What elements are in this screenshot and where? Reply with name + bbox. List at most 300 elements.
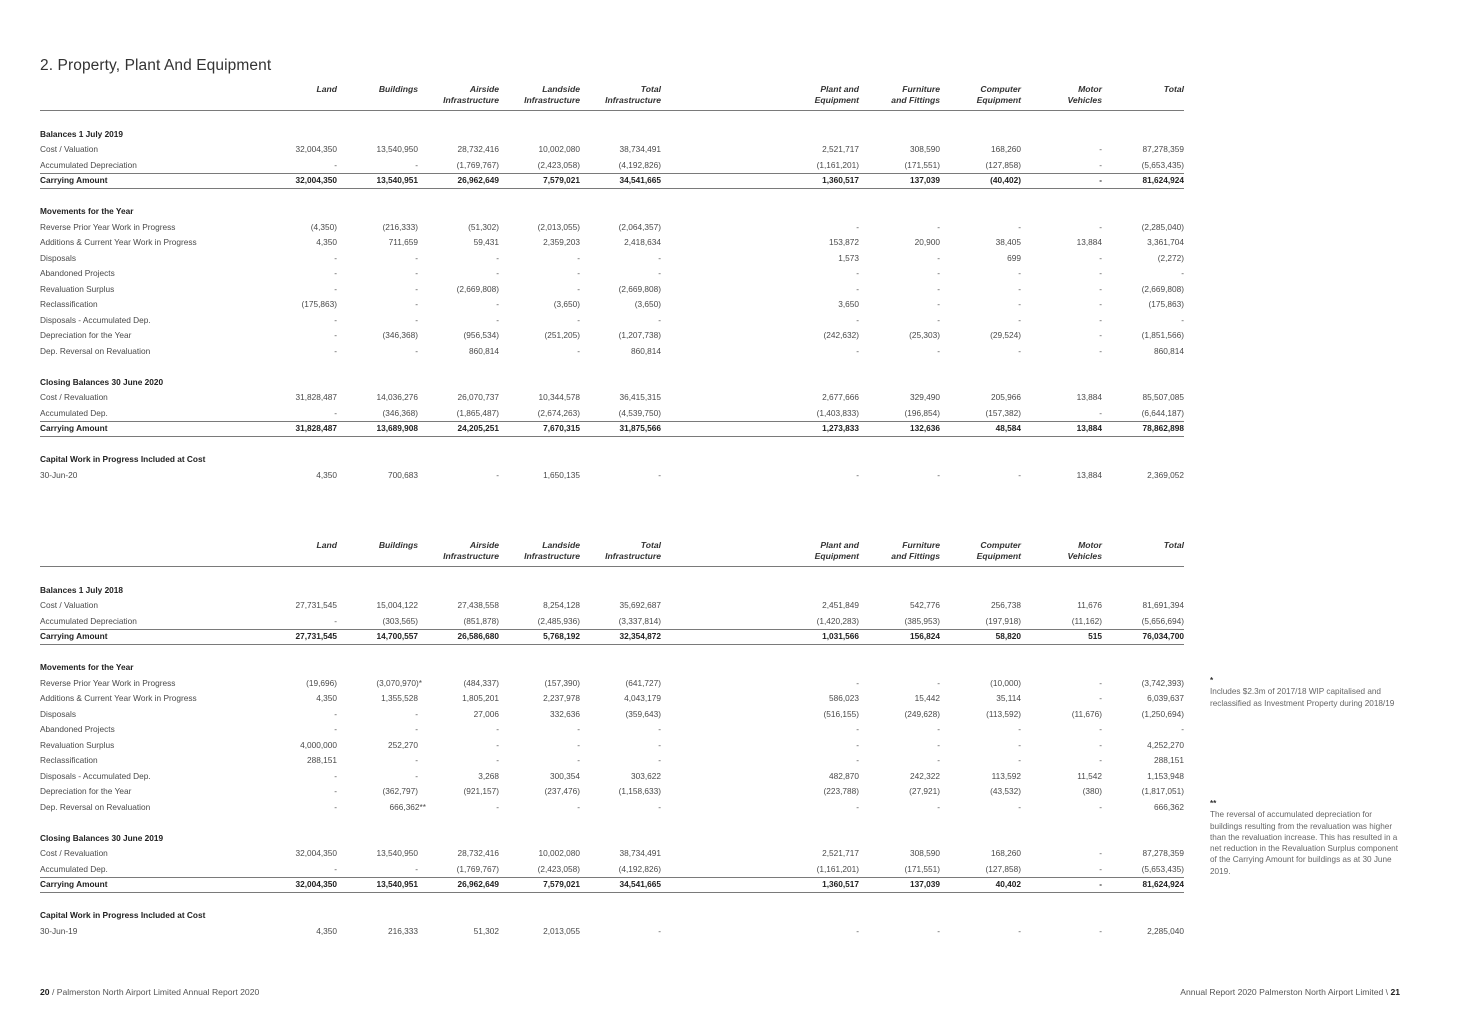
table-row	[40, 598, 1184, 614]
cell-value: -	[334, 159, 337, 170]
cell-value: (303,565)	[382, 615, 418, 626]
cell-value: (29,524)	[990, 330, 1021, 340]
cell-value: 14,700,557	[376, 631, 418, 641]
cell-value: (3,650)	[553, 299, 580, 309]
column-header	[409, 540, 499, 562]
cell-value: 26,070,737	[457, 392, 499, 402]
footnote-text: Includes $2.3m of 2017/18 WIP capitalised and reclassified as Investment Property during 2018/19	[1210, 687, 1395, 708]
cell-value: 156,824	[910, 631, 940, 641]
column-header-line: and Fittings	[891, 95, 940, 105]
cell-value: -	[415, 345, 418, 356]
table-row	[40, 800, 1184, 816]
cell-value: (175,863)	[1148, 299, 1184, 309]
cell-value: 4,000,000	[300, 739, 337, 750]
cell-value: -	[496, 739, 499, 750]
cell-value: (40,402)	[990, 175, 1021, 185]
cell-value: 13,540,951	[376, 879, 418, 889]
carrying-amount-row	[40, 877, 1184, 893]
row-label: Revaluation Surplus	[40, 739, 115, 750]
column-header-row	[40, 84, 1184, 111]
cell-value: -	[856, 755, 859, 765]
cell-value: 11,676	[1077, 600, 1102, 610]
cell-value: 85,507,085	[1142, 392, 1184, 402]
cell-value: -	[1099, 221, 1102, 232]
cell-value: -	[1099, 268, 1102, 278]
cell-value: 13,540,950	[376, 144, 418, 154]
cell-value: -	[856, 221, 859, 232]
cell-value: -	[415, 268, 418, 278]
cell-value: (171,551)	[904, 159, 940, 170]
row-label: Carrying Amount	[40, 879, 108, 889]
cell-value: (2,013,055)	[537, 221, 580, 232]
cell-value: 2,418,634	[624, 237, 661, 247]
cell-value: 31,828,487	[295, 423, 337, 433]
row-label: Additions & Current Year Work in Progress	[40, 237, 197, 247]
table-row	[40, 691, 1184, 707]
cell-value: (127,858)	[985, 159, 1021, 170]
column-header-line: Total	[640, 84, 661, 94]
cell-value: 32,004,350	[295, 175, 337, 185]
cell-value: (516,155)	[823, 708, 859, 719]
cell-value: 4,043,179	[624, 693, 661, 703]
cell-value: -	[496, 314, 499, 325]
cell-value: -	[1099, 159, 1102, 170]
cell-value: 48,584	[995, 423, 1021, 433]
cell-value: 27,006	[473, 708, 499, 719]
cell-value: -	[856, 345, 859, 356]
cell-value: -	[334, 786, 337, 796]
section-heading	[40, 204, 1184, 220]
cell-value: 586,023	[829, 693, 859, 703]
column-header-line: Land	[316, 540, 337, 550]
cell-value: 13,884	[1076, 469, 1102, 480]
cell-value: 13,689,908	[376, 423, 418, 433]
cell-value: -	[577, 739, 580, 750]
cell-value: -	[334, 345, 337, 356]
cell-value: 482,870	[829, 770, 859, 781]
cell-value: (11,162)	[1071, 615, 1102, 626]
column-header	[769, 540, 859, 562]
column-header-line: and Fittings	[891, 551, 940, 561]
cell-value: 205,966	[991, 392, 1021, 402]
cell-value: 2,237,978	[543, 693, 580, 703]
cell-value: -	[334, 724, 337, 734]
column-header-line: Infrastructure	[443, 95, 499, 105]
column-header	[328, 540, 418, 551]
cell-value: -	[937, 739, 940, 750]
column-header-line: Infrastructure	[443, 551, 499, 561]
cell-value: -	[334, 615, 337, 626]
row-label: Dep. Reversal on Revaluation	[40, 801, 151, 812]
column-header	[571, 84, 661, 106]
column-header	[571, 540, 661, 562]
cell-value: 32,004,350	[295, 144, 337, 154]
cell-value: (19,696)	[306, 677, 337, 688]
cell-value: (2,423,058)	[537, 159, 580, 170]
cell-value: 288,151	[307, 755, 337, 765]
cell-value: 542,776	[910, 600, 940, 610]
cell-value: 81,624,924	[1142, 175, 1184, 185]
cell-value: (251,205)	[544, 330, 580, 340]
cell-value: (249,628)	[904, 708, 940, 719]
cell-value: 666,362**	[389, 801, 426, 812]
section-spacer	[40, 893, 1184, 909]
cell-value: -	[1099, 755, 1102, 765]
cell-value: (196,854)	[904, 407, 940, 418]
cell-value: -	[1018, 755, 1021, 765]
cell-value: (2,272)	[1157, 252, 1184, 263]
cell-value: -	[937, 283, 940, 294]
row-label: Carrying Amount	[40, 631, 108, 641]
cell-value: 27,438,558	[457, 600, 499, 610]
column-header-line: Equipment	[976, 551, 1021, 561]
cell-value: 303,622	[631, 770, 661, 781]
cell-value: -	[1099, 879, 1102, 889]
row-label: Abandoned Projects	[40, 724, 115, 734]
column-header	[931, 540, 1021, 562]
cell-value: 4,350	[316, 925, 337, 936]
cell-value: -	[1099, 345, 1102, 356]
cell-value: (2,485,936)	[537, 615, 580, 626]
cell-value: 13,540,951	[376, 175, 418, 185]
cell-value: -	[577, 755, 580, 765]
cell-value: (3,650)	[634, 299, 661, 309]
cell-value: -	[577, 283, 580, 294]
cell-value: -	[1181, 724, 1184, 734]
column-header-line: Furniture	[902, 84, 940, 94]
table-row	[40, 784, 1184, 800]
section-heading	[40, 127, 1184, 143]
cell-value: 137,039	[910, 879, 940, 889]
cell-value: -	[1018, 283, 1021, 294]
cell-value: 81,624,924	[1142, 879, 1184, 889]
cell-value: 87,278,359	[1142, 848, 1184, 858]
column-header	[490, 540, 580, 562]
section-heading-label: Balances 1 July 2019	[40, 128, 124, 139]
column-header-line: Infrastructure	[605, 95, 661, 105]
cell-value: 711,659	[388, 237, 418, 247]
table-row	[40, 924, 1184, 940]
cell-value: 4,252,270	[1147, 739, 1184, 750]
column-header	[931, 84, 1021, 106]
cell-value: -	[1099, 693, 1102, 703]
cell-value: -	[658, 268, 661, 278]
cell-value: -	[1018, 268, 1021, 278]
cell-value: (1,865,487)	[456, 407, 499, 418]
cell-value: 51,302	[473, 925, 499, 936]
carrying-amount-row	[40, 173, 1184, 189]
section-spacer	[40, 437, 1184, 453]
row-label: Additions & Current Year Work in Progress	[40, 693, 197, 703]
table-row	[40, 297, 1184, 313]
cell-value: 58,820	[995, 631, 1021, 641]
cell-value: 860,814	[631, 345, 661, 356]
column-header-line: Total	[1163, 540, 1184, 550]
cell-value: -	[577, 314, 580, 325]
table-row	[40, 769, 1184, 785]
cell-value: -	[415, 159, 418, 170]
footer-separator: \	[1385, 987, 1389, 997]
cell-value: 153,872	[829, 237, 859, 247]
row-label: Reverse Prior Year Work in Progress	[40, 677, 176, 688]
page-number-right: 21	[1390, 987, 1400, 997]
section-heading-label: Balances 1 July 2018	[40, 584, 124, 595]
table-row	[40, 722, 1184, 738]
cell-value: -	[496, 755, 499, 765]
table-row	[40, 738, 1184, 754]
cell-value: 2,521,717	[822, 848, 859, 858]
cell-value: (641,727)	[625, 677, 661, 688]
cell-value: (171,551)	[904, 863, 940, 874]
cell-value: 20,900	[914, 237, 940, 247]
cell-value: (956,534)	[463, 330, 499, 340]
cell-value: 13,884	[1076, 237, 1102, 247]
cell-value: 15,442	[914, 693, 940, 703]
column-header-row	[40, 540, 1184, 567]
cell-value: -	[496, 724, 499, 734]
cell-value: 308,590	[910, 848, 940, 858]
cell-value: (484,337)	[463, 677, 499, 688]
cell-value: -	[1099, 848, 1102, 858]
table-row	[40, 468, 1184, 484]
cell-value: (2,674,263)	[537, 407, 580, 418]
section-heading-label: Capital Work in Progress Included at Cost	[40, 910, 206, 920]
cell-value: (1,250,694)	[1141, 708, 1184, 719]
footer-right	[1180, 987, 1400, 997]
cell-value: -	[1099, 314, 1102, 325]
cell-value: (2,285,040)	[1141, 221, 1184, 232]
column-header	[1012, 84, 1102, 106]
row-label: Cost / Revaluation	[40, 848, 108, 858]
cell-value: -	[496, 268, 499, 278]
cell-value: (346,368)	[382, 407, 418, 418]
cell-value: 35,114	[996, 693, 1021, 703]
cell-value: -	[937, 469, 940, 480]
cell-value: -	[1181, 314, 1184, 325]
cell-value: -	[415, 724, 418, 734]
cell-value: (175,863)	[301, 299, 337, 309]
cell-value: 7,579,021	[543, 879, 580, 889]
cell-value: -	[1018, 314, 1021, 325]
row-label: 30-Jun-19	[40, 925, 78, 936]
cell-value: (4,192,826)	[618, 159, 661, 170]
cell-value: -	[658, 252, 661, 263]
cell-value: 113,592	[991, 770, 1021, 781]
cell-value: -	[496, 469, 499, 480]
cell-value: -	[937, 677, 940, 688]
column-header-line: Landside	[542, 84, 580, 94]
cell-value: -	[496, 299, 499, 309]
cell-value: -	[1099, 801, 1102, 812]
table-row	[40, 313, 1184, 329]
cell-value: -	[415, 252, 418, 263]
cell-value: (5,656,694)	[1141, 615, 1184, 626]
cell-value: 38,734,491	[619, 848, 661, 858]
column-header-line: Computer	[980, 84, 1021, 94]
column-header	[247, 540, 337, 551]
section-spacer	[40, 189, 1184, 205]
cell-value: 2,285,040	[1147, 925, 1184, 936]
cell-value: -	[577, 724, 580, 734]
cell-value: 11,542	[1077, 770, 1102, 781]
cell-value: -	[334, 314, 337, 325]
cell-value: (2,669,808)	[1141, 283, 1184, 294]
cell-value: (2,064,357)	[618, 221, 661, 232]
cell-value: -	[937, 925, 940, 936]
cell-value: 3,650	[838, 299, 859, 309]
section-heading	[40, 908, 1184, 924]
cell-value: 38,405	[995, 237, 1021, 247]
cell-value: -	[856, 283, 859, 294]
cell-value: 26,962,649	[457, 879, 499, 889]
column-header	[328, 84, 418, 95]
cell-value: -	[415, 314, 418, 325]
table-row	[40, 676, 1184, 692]
cell-value: -	[334, 407, 337, 418]
ppe-table-2020	[40, 84, 1184, 483]
row-label: Accumulated Depreciation	[40, 615, 137, 626]
column-header-line: Motor	[1078, 540, 1102, 550]
cell-value: -	[1018, 724, 1021, 734]
cell-value: 10,344,578	[538, 392, 580, 402]
cell-value: 6,039,637	[1147, 693, 1184, 703]
cell-value: -	[1099, 299, 1102, 309]
cell-value: 81,691,394	[1142, 600, 1184, 610]
cell-value: -	[937, 314, 940, 325]
row-label: Cost / Valuation	[40, 600, 98, 610]
row-label: Accumulated Dep.	[40, 863, 108, 874]
cell-value: (1,161,201)	[816, 159, 859, 170]
cell-value: 31,875,566	[619, 423, 661, 433]
cell-value: 515	[1088, 631, 1102, 641]
cell-value: (4,539,750)	[618, 407, 661, 418]
column-header-line: Computer	[980, 540, 1021, 550]
cell-value: -	[577, 345, 580, 356]
cell-value: 132,636	[910, 423, 940, 433]
cell-value: 87,278,359	[1142, 144, 1184, 154]
cell-value: 32,004,350	[295, 879, 337, 889]
cell-value: 168,260	[991, 144, 1021, 154]
cell-value: -	[1018, 801, 1021, 812]
cell-value: (216,333)	[382, 221, 418, 232]
cell-value: (2,423,058)	[537, 863, 580, 874]
cell-value: 1,573	[838, 252, 859, 263]
cell-value: (237,476)	[544, 786, 580, 796]
cell-value: (1,207,738)	[618, 330, 661, 340]
section-spacer	[40, 645, 1184, 661]
column-header	[769, 84, 859, 106]
table-row	[40, 251, 1184, 267]
cell-value: 1,805,201	[462, 693, 499, 703]
section-spacer	[40, 567, 1184, 583]
carrying-amount-row	[40, 629, 1184, 645]
section-heading	[40, 831, 1184, 847]
cell-value: (362,797)	[382, 786, 418, 796]
cell-value: -	[658, 739, 661, 750]
column-header-line: Furniture	[902, 540, 940, 550]
cell-value: (921,157)	[463, 786, 499, 796]
cell-value: 2,359,203	[543, 237, 580, 247]
cell-value: 329,490	[910, 392, 940, 402]
cell-value: (346,368)	[382, 330, 418, 340]
cell-value: 700,683	[388, 469, 418, 480]
column-header-line: Plant and	[820, 540, 859, 550]
cell-value: (1,158,633)	[618, 786, 661, 796]
row-label: Reclassification	[40, 299, 98, 309]
section-heading-label: Movements for the Year	[40, 206, 134, 216]
cell-value: -	[937, 724, 940, 734]
row-label: Abandoned Projects	[40, 268, 115, 278]
row-label: Carrying Amount	[40, 423, 108, 433]
column-header-line: Landside	[542, 540, 580, 550]
cell-value: -	[577, 252, 580, 263]
cell-value: -	[937, 268, 940, 278]
cell-value: -	[856, 677, 859, 688]
row-label: Carrying Amount	[40, 175, 108, 185]
footer-report-title: Annual Report 2020 Palmerston North Airport Limited	[1180, 987, 1384, 997]
cell-value: 8,254,128	[543, 600, 580, 610]
cell-value: -	[1018, 739, 1021, 750]
cell-value: -	[577, 268, 580, 278]
cell-value: -	[1018, 221, 1021, 232]
column-header-line: Vehicles	[1067, 95, 1102, 105]
column-header	[1094, 84, 1184, 95]
cell-value: -	[496, 801, 499, 812]
cell-value: 4,350	[316, 237, 337, 247]
row-label: Disposals	[40, 252, 76, 263]
footer-report-title: Palmerston North Airport Limited Annual Report 2020	[56, 987, 260, 997]
cell-value: 13,884	[1076, 392, 1102, 402]
cell-value: 288,151	[1154, 755, 1184, 765]
footer-left	[40, 987, 259, 997]
cell-value: 34,541,665	[619, 175, 661, 185]
column-header-line: Infrastructure	[524, 95, 580, 105]
cell-value: 76,034,700	[1142, 631, 1184, 641]
cell-value: 35,692,687	[619, 600, 661, 610]
cell-value: -	[415, 770, 418, 781]
column-header-line: Plant and	[820, 84, 859, 94]
cell-value: 27,731,545	[295, 631, 337, 641]
cell-value: 28,732,416	[457, 848, 499, 858]
cell-value: -	[856, 469, 859, 480]
cell-value: -	[496, 252, 499, 263]
footer-separator: /	[51, 987, 55, 997]
page-number-left: 20	[40, 987, 50, 997]
cell-value: -	[1099, 925, 1102, 936]
cell-value: (51,302)	[468, 221, 499, 232]
cell-value: -	[1099, 407, 1102, 418]
cell-value: -	[1018, 299, 1021, 309]
cell-value: (380)	[1082, 786, 1102, 796]
cell-value: 4,350	[316, 693, 337, 703]
row-label: Accumulated Dep.	[40, 407, 108, 418]
cell-value: 13,884	[1076, 423, 1102, 433]
cell-value: 2,369,052	[1147, 469, 1184, 480]
section-heading-label: Closing Balances 30 June 2019	[40, 832, 164, 843]
cell-value: -	[658, 724, 661, 734]
cell-value: -	[1018, 469, 1021, 480]
column-header	[850, 84, 940, 106]
cell-value: (851,878)	[463, 615, 499, 626]
cell-value: (3,070,970)*	[376, 677, 422, 688]
row-label: Cost / Revaluation	[40, 392, 108, 402]
cell-value: -	[1018, 925, 1021, 936]
column-header	[1094, 540, 1184, 551]
table-row	[40, 862, 1184, 878]
cell-value: (242,632)	[823, 330, 859, 340]
cell-value: 10,002,080	[538, 848, 580, 858]
cell-value: (113,592)	[986, 708, 1021, 719]
